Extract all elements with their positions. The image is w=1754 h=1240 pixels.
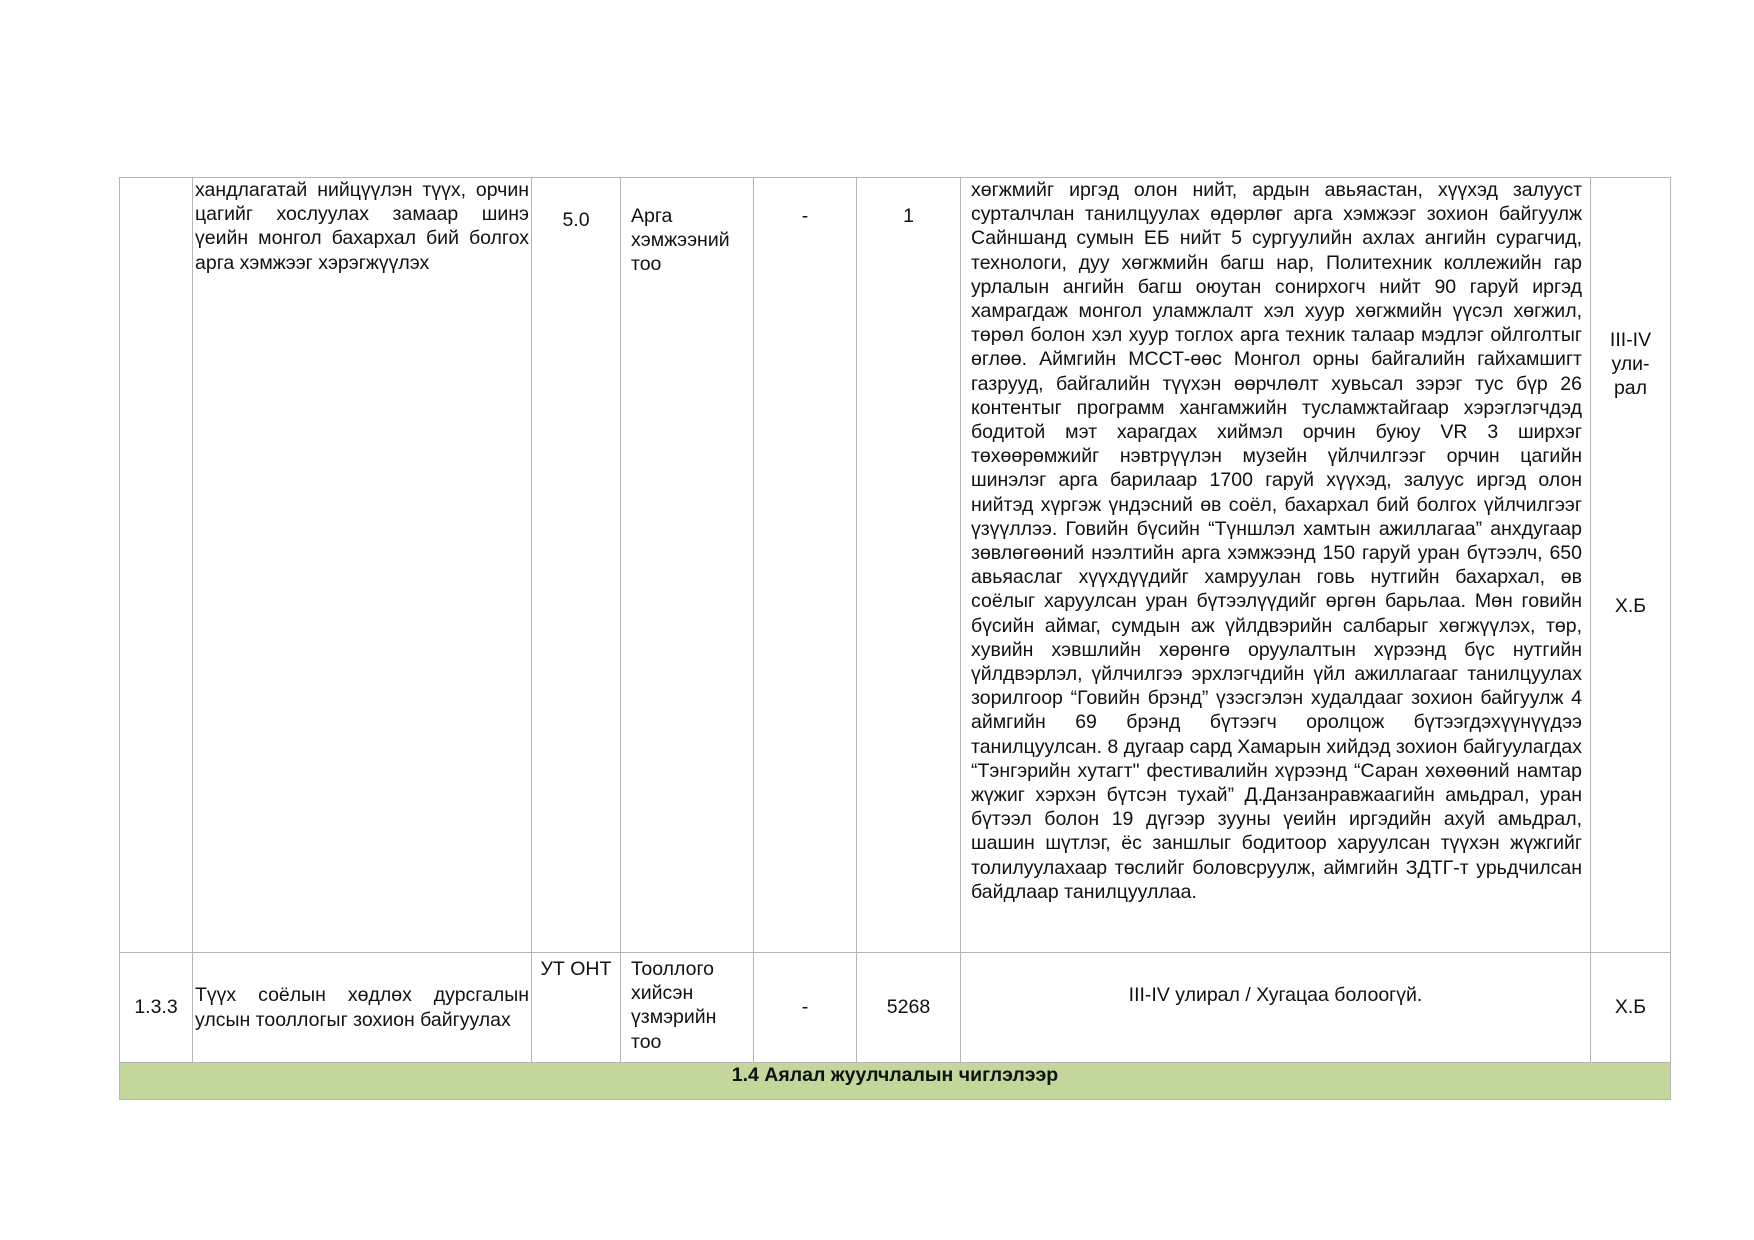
responsible-cell: Х.Б — [1591, 953, 1671, 1063]
baseline-cell: - — [754, 178, 857, 953]
indicator-cell: Тооллого хийсэн үзмэрийн тоо — [621, 953, 754, 1063]
indicator-cell: Арга хэмжээний тоо — [621, 178, 754, 953]
period-responsible-cell — [1591, 178, 1671, 953]
section-heading: 1.4 Аялал жуулчлалын чиглэлээр — [120, 1063, 1671, 1100]
period-text: III-IV ули-рал — [1609, 329, 1652, 400]
table-row — [120, 953, 1671, 1063]
responsible-text: Х.Б — [1614, 595, 1647, 617]
report-cell: III-IV улирал / Хугацаа болоогүй. — [961, 953, 1591, 1063]
report-table — [119, 177, 1671, 1100]
target-cell: 1 — [857, 178, 961, 953]
report-cell: хөгжмийг иргэд олон нийт, ардын авьяастан, хүүхэд залууст сурталчлан танилцуулах өдөрлөг арга хэмжээг зохион байгуулж Сайншанд сумын ЕБ нийт 5 сургуулийн ахлах ангийн сурагчид, технологи, дуу хөгжмийн багш нар, Политехник коллежийн гар урлалын ангийн багш оюутан сонирхогч нийт 90 гаруй иргэд хамрагдаж монгол уламжлалт хэл хуур хөгжмийн үүсэл хөгжил, төрөл болон хэл хуур тоглох арга техник талаар мэдлэг ойлголтыг өглөө. Аймгийн МССТ-өөс Монгол орны байгалийн гайхамшигт газрууд, байгалийн түүхэн өөрчлөлт хувьсал зэрэг тус бүр 26 контентыг программ хангамжийн тусламжтайгаар хэрэглэгчдэд бодитой мэт харагдах хиймэл орчин буюу VR 3 ширхэг төхөөрөмжийг нэвтрүүлэн музейн үйлчилгээг орчин цагийн шинэлэг арга барилаар 1700 гаруй хүүхэд, залуус иргэд олон нийтэд хүргэж үндэсний өв соёл, бахархал бий болгох үйлчилгээг үзүүллээ. Говийн бүсийн “Түншлэл хамтын ажиллагаа” анхдугаар зөвлөгөөний нээлтийн арга хэмжээнд 150 гаруй уран бүтээлч, 650 авьяаслаг хүүхдүүдийг хамруулан говь нутгийн бахархал, өв соёлыг харуулсан уран бүтээлүүдийг өргөн барьлаа. Мөн говийн бүсийн аймаг, сумдын аж үйлдвэрийн салбарыг хөгжүүлэх, төр, хувийн хэвшлийн хөрөнгө оруулалтын хүрээнд бүс нутгийн үйлдвэрлэл, үйлчилгээ эрхлэгчдийн үйл ажиллагааг танилцуулах зорилгоор “Говийн брэнд” үзэсгэлэн худалдааг зохион байгуулж 4 аймгийн 69 брэнд бүтээгч оролцож бүтээгдэхүүнүүдээ танилцуулсан. 8 дугаар сард Хамарын хийдэд зохион байгуулагдах “Тэнгэрийн хутагт" фестивалийн хүрээнд “Саран хөхөөний намтар жүжиг хэрхэн бүтсэн тухай” Д.Данзанравжаагийн амьдрал, уран бүтээл болон 19 дүгээр зууны үеийн иргэдийн ахуй амьдрал, шашин шүтлэг, ёс заншлыг бодитоор харуулсан түүхэн жүжгийг толилуулахаар төслийг боловсруулж, аймгийн ЗДТГ-т урьдчилсан байдлаар танилцууллаа. — [961, 178, 1591, 953]
section-heading-row — [120, 1063, 1671, 1100]
row-number-cell — [120, 178, 193, 953]
row-number-cell: 1.3.3 — [120, 953, 193, 1063]
weight-cell: УТ ОНТ — [532, 953, 621, 1063]
activity-cell: хандлагатай нийцүүлэн түүх, орчин цагийг хослуулах замаар шинэ үеийн монгол бахархал бий болгох арга хэмжээг хэрэгжүүлэх — [193, 178, 532, 953]
weight-cell: 5.0 — [532, 178, 621, 953]
table-row — [120, 178, 1671, 953]
activity-cell: Түүх соёлын хөдлөх дурсгалын улсын тооллогыг зохион байгуулах — [193, 953, 532, 1063]
baseline-cell: - — [754, 953, 857, 1063]
target-cell: 5268 — [857, 953, 961, 1063]
